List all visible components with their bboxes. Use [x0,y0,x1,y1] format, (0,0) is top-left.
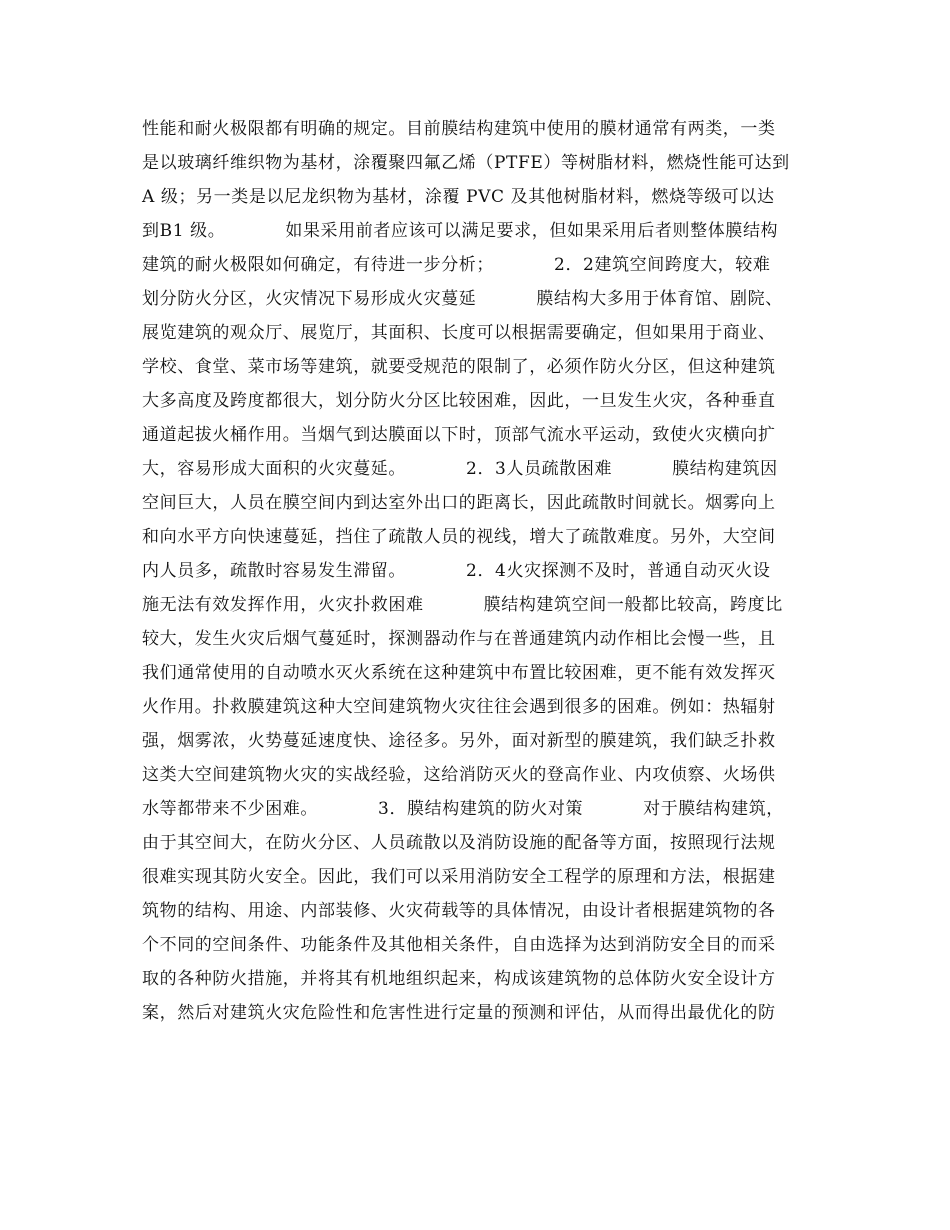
text-line: 空间巨大，人员在膜空间内到达室外出口的距离长，因此疏散时间就长。烟雾向上 [142,493,776,513]
text-line: 筑物的结构、用途、内部装修、火灾荷载等的具体情况，由设计者根据建筑物的各 [142,901,776,921]
text-line: 案，然后对建筑火灾危险性和危害性进行定量的预测和评估，从而得出最优化的防 [142,1003,776,1023]
text-line: 强，烟雾浓，火势蔓延速度快、途径多。另外，面对新型的膜建筑，我们缺乏扑救 [142,731,776,751]
text-line: 大，容易形成大面积的火灾蔓延。 2．3人员疏散困难 膜结构建筑因 [142,459,778,479]
text-line: 大多高度及跨度都很大，划分防火分区比较困难，因此，一旦发生火灾，各种垂直 [142,391,776,411]
text-line: 划分防火分区，火灾情况下易形成火灾蔓延 膜结构大多用于体育馆、剧院、 [142,289,783,309]
text-line: 展览建筑的观众厅、展览厅，其面积、长度可以根据需要确定，但如果用于商业、 [142,323,776,343]
text-line: 通道起拔火桶作用。当烟气到达膜面以下时，顶部气流水平运动，致使火灾横向扩 [142,425,776,445]
text-line: 这类大空间建筑物火灾的实战经验，这给消防灭火的登高作业、内攻侦察、火场供 [142,765,776,785]
text-line: 性能和耐火极限都有明确的规定。目前膜结构建筑中使用的膜材通常有两类，一类 [142,119,776,139]
text-line: 是以玻璃纤维织物为基材，涂覆聚四氟乙烯（PTFE）等树脂材料，燃烧性能可达到 [142,153,790,173]
text-line: 由于其空间大，在防火分区、人员疏散以及消防设施的配备等方面，按照现行法规 [142,833,776,853]
text-line: 内人员多，疏散时容易发生滞留。 2．4火灾探测不及时，普通自动灭火设 [142,561,771,581]
text-line: 取的各种防火措施，并将其有机地组织起来，构成该建筑物的总体防火安全设计方 [142,969,776,989]
text-line: 施无法有效发挥作用，火灾扑救困难 膜结构建筑空间一般都比较高，跨度比 [142,595,783,615]
text-line: 我们通常使用的自动喷水灭火系统在这种建筑中布置比较困难，更不能有效发挥灭 [142,663,776,683]
text-line: 建筑的耐火极限如何确定，有待进一步分析； 2．2建筑空间跨度大，较难 [142,255,771,275]
text-line: A 级；另一类是以尼龙织物为基材，涂覆 PVC 及其他树脂材料，燃烧等级可以达 [142,187,775,207]
text-line: 水等都带来不少困难。 3．膜结构建筑的防火对策 对于膜结构建筑， [142,799,784,819]
text-line: 火作用。扑救膜建筑这种大空间建筑物火灾往往会遇到很多的困难。例如：热辐射 [142,697,776,717]
document-page [142,112,822,1030]
text-line: 到B1 级。 如果采用前者应该可以满足要求，但如果采用后者则整体膜结构 [142,221,779,241]
text-line: 较大，发生火灾后烟气蔓延时，探测器动作与在普通建筑内动作相比会慢一些，且 [142,629,776,649]
text-line: 个不同的空间条件、功能条件及其他相关条件，自由选择为达到消防安全目的而采 [142,935,776,955]
text-line: 很难实现其防火安全。因此，我们可以采用消防安全工程学的原理和方法，根据建 [142,867,776,887]
text-line: 和向水平方向快速蔓延，挡住了疏散人员的视线，增大了疏散难度。另外，大空间 [142,527,776,547]
text-line: 学校、食堂、菜市场等建筑，就要受规范的限制了，必须作防火分区，但这种建筑 [142,357,776,377]
